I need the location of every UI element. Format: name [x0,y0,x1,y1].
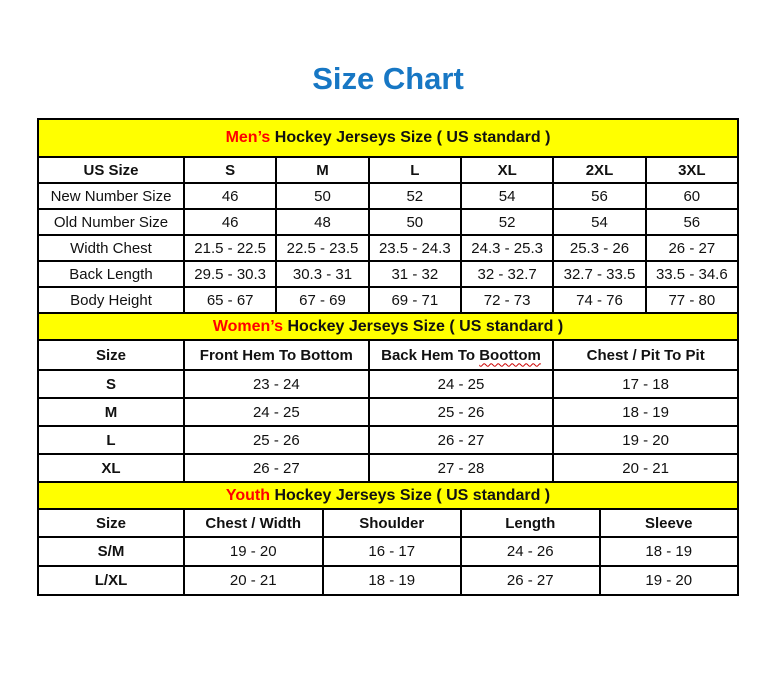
value-cell: 20 - 21 [184,566,323,595]
value-cell: 21.5 - 22.5 [184,235,276,261]
table-row [38,370,738,398]
value-cell: 23.5 - 24.3 [369,235,461,261]
value-cell: 74 - 76 [553,287,645,313]
column-header: S [184,157,276,183]
row-label: S [38,370,184,398]
value-cell: 18 - 19 [323,566,462,595]
youth-heading-rest: Hockey Jerseys Size ( US standard ) [270,486,551,504]
value-cell: 25 - 26 [369,398,554,426]
table-row [38,183,738,209]
value-cell: 50 [369,209,461,235]
value-cell: 56 [553,183,645,209]
mens-header-row [38,157,738,183]
value-cell: 30.3 - 31 [276,261,368,287]
misspelled-word: Boottom [479,346,541,364]
womens-heading-accent: Women’s [212,317,284,335]
womens-size-table [37,312,739,483]
column-header: Shoulder [323,509,462,537]
value-cell: 24 - 25 [184,398,369,426]
value-cell: 19 - 20 [600,566,739,595]
table-row [38,566,738,595]
womens-section-heading [38,313,738,340]
table-row [38,287,738,313]
value-cell: 46 [184,209,276,235]
column-header-misspelled [369,340,554,370]
value-cell: 52 [461,209,553,235]
value-cell: 32.7 - 33.5 [553,261,645,287]
value-cell: 24 - 26 [461,537,600,566]
value-cell: 46 [184,183,276,209]
mens-heading-rest: Hockey Jerseys Size ( US standard ) [270,129,551,146]
table-row [38,235,738,261]
value-cell: 19 - 20 [184,537,323,566]
table-row [38,537,738,566]
youth-section-heading [38,482,738,509]
value-cell: 20 - 21 [553,454,738,482]
column-header: M [276,157,368,183]
column-header: Length [461,509,600,537]
row-label: New Number Size [38,183,184,209]
womens-heading-rest: Hockey Jerseys Size ( US standard ) [283,317,564,335]
mens-section-heading-cell [38,119,738,157]
mens-heading-accent: Men’s [225,129,271,146]
youth-size-table [37,481,739,596]
value-cell: 54 [461,183,553,209]
value-cell: 16 - 17 [323,537,462,566]
value-cell: 17 - 18 [553,370,738,398]
column-header: Size [38,340,184,370]
row-label: M [38,398,184,426]
value-cell: 65 - 67 [184,287,276,313]
value-cell: 24 - 25 [369,370,554,398]
page-title: Size Chart [312,61,464,96]
table-row [38,426,738,454]
value-cell: 23 - 24 [184,370,369,398]
value-cell: 27 - 28 [369,454,554,482]
value-cell: 77 - 80 [646,287,738,313]
value-cell: 72 - 73 [461,287,553,313]
youth-header-row [38,509,738,537]
youth-section-heading-cell [38,482,738,509]
size-tables [37,118,739,596]
column-header: Front Hem To Bottom [184,340,369,370]
value-cell: 24.3 - 25.3 [461,235,553,261]
row-label: Old Number Size [38,209,184,235]
row-label: XL [38,454,184,482]
value-cell: 18 - 19 [553,398,738,426]
row-label: Width Chest [38,235,184,261]
value-cell: 26 - 27 [184,454,369,482]
mens-section-heading [38,119,738,157]
value-cell: 26 - 27 [369,426,554,454]
row-label: L/XL [38,566,184,595]
value-cell: 22.5 - 23.5 [276,235,368,261]
value-cell: 67 - 69 [276,287,368,313]
youth-heading-accent: Youth [225,486,270,504]
mens-size-table [37,118,739,314]
row-label: Back Length [38,261,184,287]
value-cell: 29.5 - 30.3 [184,261,276,287]
row-label: L [38,426,184,454]
column-header: L [369,157,461,183]
table-row [38,209,738,235]
table-row [38,398,738,426]
value-cell: 33.5 - 34.6 [646,261,738,287]
value-cell: 60 [646,183,738,209]
value-cell: 52 [369,183,461,209]
column-header: XL [461,157,553,183]
table-row [38,454,738,482]
column-header: Sleeve [600,509,739,537]
womens-header-row [38,340,738,370]
back-hem-prefix: Back Hem To [381,346,480,364]
value-cell: 26 - 27 [646,235,738,261]
value-cell: 54 [553,209,645,235]
value-cell: 18 - 19 [600,537,739,566]
value-cell: 31 - 32 [369,261,461,287]
column-header: US Size [38,157,184,183]
column-header: 3XL [646,157,738,183]
value-cell: 50 [276,183,368,209]
value-cell: 32 - 32.7 [461,261,553,287]
column-header: Chest / Width [184,509,323,537]
value-cell: 19 - 20 [553,426,738,454]
value-cell: 25.3 - 26 [553,235,645,261]
column-header: 2XL [553,157,645,183]
value-cell: 56 [646,209,738,235]
value-cell: 25 - 26 [184,426,369,454]
row-label: S/M [38,537,184,566]
table-row [38,261,738,287]
column-header: Size [38,509,184,537]
value-cell: 69 - 71 [369,287,461,313]
value-cell: 48 [276,209,368,235]
womens-section-heading-cell [38,313,738,340]
row-label: Body Height [38,287,184,313]
value-cell: 26 - 27 [461,566,600,595]
column-header: Chest / Pit To Pit [553,340,738,370]
